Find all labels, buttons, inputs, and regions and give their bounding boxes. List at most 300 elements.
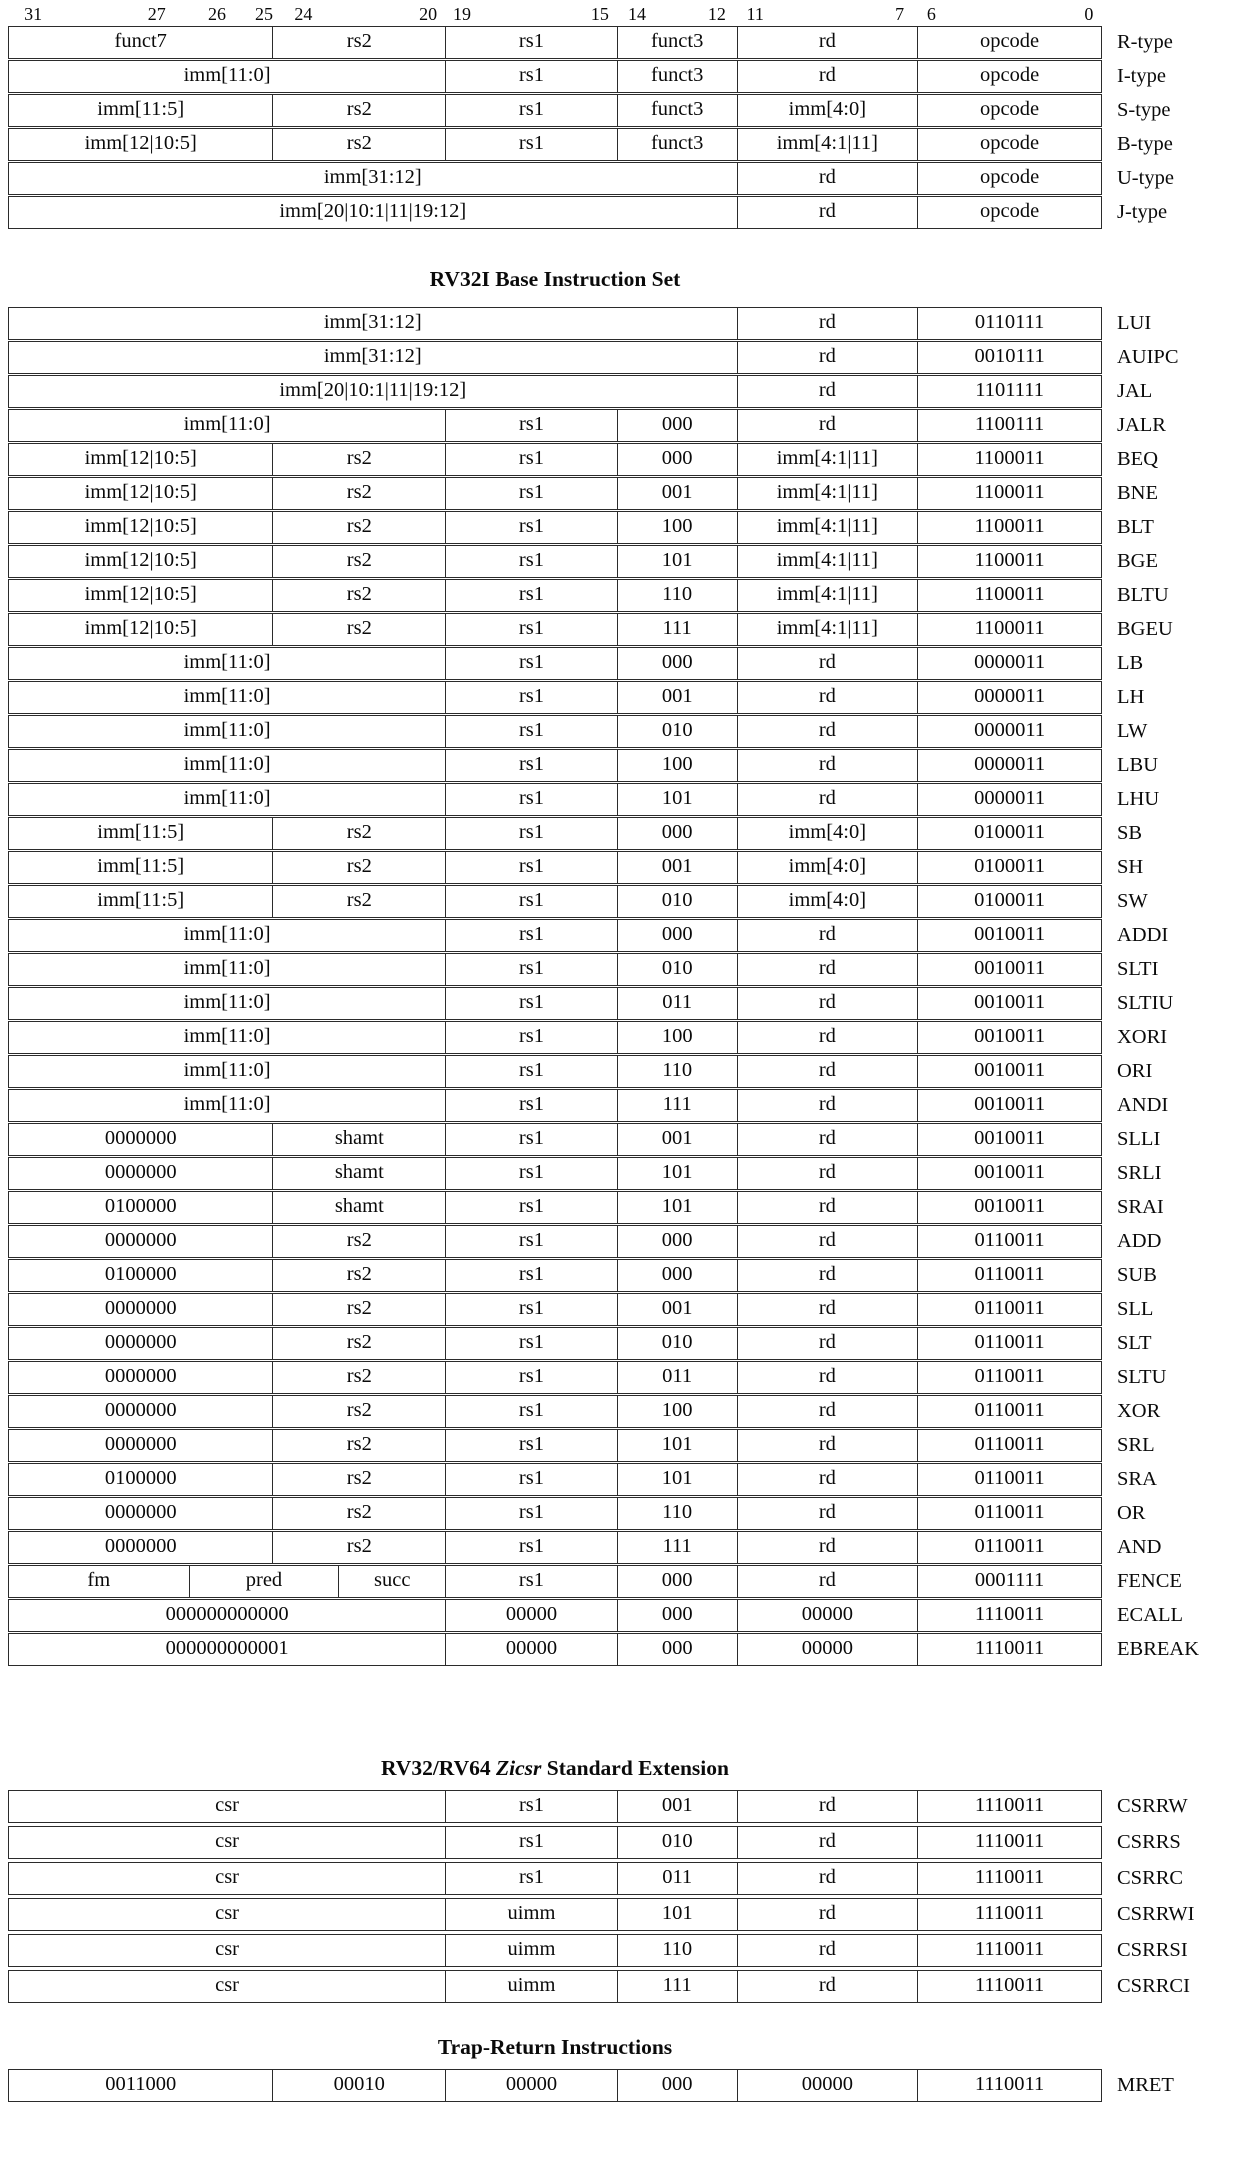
instruction-row (8, 1395, 1252, 1428)
field-cell: imm[31:12] (323, 166, 422, 188)
field-cell: 101 (617, 1464, 737, 1495)
bit-fields-box (8, 94, 1102, 127)
instruction-row (8, 579, 1252, 612)
field-cell: rd (737, 376, 918, 407)
field-cell: 0000000 (104, 1501, 177, 1523)
field-cell: rs1 (445, 1022, 617, 1053)
field-cell: rs1 (445, 954, 617, 985)
field-cell: rd (737, 342, 918, 373)
field-cell: 0110011 (917, 1396, 1101, 1427)
field-cell: rd (737, 1430, 918, 1461)
instruction-row (8, 613, 1252, 646)
bit-fields-box (8, 647, 1102, 680)
field-cell: 0110011 (917, 1532, 1101, 1563)
field-cell: 1100011 (917, 478, 1101, 509)
instruction-mnemonic: LUI (1117, 312, 1152, 334)
field-cell: 101 (617, 1158, 737, 1189)
instruction-mnemonic: LH (1117, 686, 1145, 708)
instruction-mnemonic: SH (1117, 856, 1144, 878)
field-cell: rs1 (445, 1260, 617, 1291)
field-cell: csr (215, 1794, 240, 1816)
field-cell: 000 (617, 1226, 737, 1257)
field-cell: rd (737, 954, 918, 985)
field-cell: rs2 (272, 1226, 445, 1257)
instruction-row (8, 953, 1252, 986)
instruction-row (8, 1531, 1252, 1564)
field-cell: rs2 (272, 1328, 445, 1359)
field-cell: rs1 (445, 682, 617, 713)
field-cell: imm[11:0] (183, 1059, 271, 1081)
field-cell: funct7 (114, 30, 167, 52)
instruction-mnemonic: CSRRCI (1117, 1975, 1190, 1997)
field-cell: 010 (617, 954, 737, 985)
instruction-row (8, 647, 1252, 680)
instruction-row (8, 477, 1252, 510)
bit-fields-box (8, 715, 1102, 748)
field-cell: 0000000 (104, 1127, 177, 1149)
field-cell: 1100011 (917, 546, 1101, 577)
field-cell: shamt (272, 1158, 445, 1189)
field-cell: 00010 (272, 2070, 445, 2101)
format-row (8, 162, 1252, 195)
field-cell: 0000000 (104, 1399, 177, 1421)
field-cell: 00000 (737, 1600, 918, 1631)
field-cell: 0100011 (917, 886, 1101, 917)
field-cell: 000 (617, 1634, 737, 1665)
field-cell: uimm (445, 1899, 617, 1930)
instruction-row (8, 545, 1252, 578)
format-type-label: B-type (1117, 133, 1173, 155)
field-cell: 00000 (445, 2070, 617, 2101)
field-cell: 1100011 (917, 512, 1101, 543)
field-cell: imm[20|10:1|11|19:12] (279, 379, 467, 401)
instruction-mnemonic: AUIPC (1117, 346, 1179, 368)
field-cell: 000 (617, 920, 737, 951)
bit-fields-box (8, 1463, 1102, 1496)
bit-fields-box (8, 443, 1102, 476)
field-cell: 110 (617, 1935, 737, 1966)
field-cell: shamt (272, 1124, 445, 1155)
field-cell: rs1 (445, 1498, 617, 1529)
field-cell: 00000 (445, 1634, 617, 1665)
field-cell: rs1 (445, 1396, 617, 1427)
field-cell: imm[12|10:5] (84, 583, 197, 605)
field-cell: rd (737, 716, 918, 747)
instruction-row (8, 919, 1252, 952)
field-cell: rs2 (272, 478, 445, 509)
format-type-label: R-type (1117, 31, 1173, 53)
instruction-row (8, 1293, 1252, 1326)
field-cell: rs1 (445, 580, 617, 611)
field-cell: rs1 (445, 546, 617, 577)
trap-return-section-title: Trap-Return Instructions (437, 2035, 673, 2059)
field-cell: rs1 (445, 716, 617, 747)
zicsr-title-prefix: RV32/RV64 (381, 1756, 496, 1780)
field-cell: funct3 (617, 27, 737, 58)
field-cell: rs2 (272, 1430, 445, 1461)
field-cell: succ (338, 1566, 445, 1597)
bit-fields-box (8, 1862, 1102, 1895)
field-cell: 00000 (737, 2070, 918, 2101)
instruction-row (8, 885, 1252, 918)
field-cell: imm[12|10:5] (84, 617, 197, 639)
field-cell: 00000 (445, 1600, 617, 1631)
bit-tick: 25 (254, 4, 273, 24)
field-cell: 010 (617, 716, 737, 747)
field-cell: 011 (617, 1863, 737, 1894)
field-cell: 110 (617, 1056, 737, 1087)
field-cell: rd (737, 27, 918, 58)
field-cell: 0000000 (104, 1331, 177, 1353)
field-cell: 0000000 (104, 1297, 177, 1319)
format-row (8, 26, 1252, 59)
bit-fields-box (8, 1826, 1102, 1859)
bit-fields-box (8, 1429, 1102, 1462)
field-cell: 0000011 (917, 682, 1101, 713)
bit-tick: 24 (294, 4, 313, 24)
field-cell: rs2 (272, 546, 445, 577)
instruction-mnemonic: FENCE (1117, 1570, 1182, 1592)
field-cell: imm[11:5] (97, 855, 185, 877)
field-cell: rs2 (272, 1362, 445, 1393)
field-cell: 1110011 (917, 1935, 1101, 1966)
field-cell: 011 (617, 1362, 737, 1393)
field-cell: 1100011 (917, 614, 1101, 645)
field-cell: rs1 (445, 614, 617, 645)
field-cell: 101 (617, 546, 737, 577)
field-cell: 0010011 (917, 1022, 1101, 1053)
field-cell: 010 (617, 1328, 737, 1359)
field-cell: rs1 (445, 1294, 617, 1325)
field-cell: imm[11:0] (183, 787, 271, 809)
field-cell: 1110011 (917, 1791, 1101, 1822)
field-cell: 001 (617, 1791, 737, 1822)
field-cell: imm[4:0] (737, 818, 918, 849)
instruction-mnemonic: SLTI (1117, 958, 1159, 980)
bit-fields-box (8, 1599, 1102, 1632)
field-cell: 000 (617, 1566, 737, 1597)
instruction-row (8, 1021, 1252, 1054)
field-cell: 000 (617, 410, 737, 441)
field-cell: 0000000 (104, 1229, 177, 1251)
bit-fields-box (8, 1633, 1102, 1666)
instruction-mnemonic: ORI (1117, 1060, 1153, 1082)
field-cell: rd (737, 163, 918, 194)
field-cell: 0000000 (104, 1365, 177, 1387)
field-cell: opcode (917, 129, 1101, 160)
bit-fields-box (8, 851, 1102, 884)
field-cell: rs1 (445, 1362, 617, 1393)
field-cell: imm[12|10:5] (84, 481, 197, 503)
field-cell: opcode (917, 163, 1101, 194)
field-cell: imm[11:0] (183, 651, 271, 673)
field-cell: 111 (617, 1971, 737, 2002)
field-cell: imm[11:0] (183, 1093, 271, 1115)
format-type-label: J-type (1117, 201, 1168, 223)
bit-fields-box (8, 1497, 1102, 1530)
bit-fields-box (8, 511, 1102, 544)
bit-fields-box (8, 919, 1102, 952)
bit-fields-box (8, 1123, 1102, 1156)
field-cell: rs1 (445, 750, 617, 781)
field-cell: rd (737, 1022, 918, 1053)
field-cell: rd (737, 1791, 918, 1822)
instruction-mnemonic: SB (1117, 822, 1143, 844)
field-cell: 0010011 (917, 1056, 1101, 1087)
bit-fields-box (8, 1293, 1102, 1326)
field-cell: rd (737, 1498, 918, 1529)
instruction-row (8, 1259, 1252, 1292)
field-cell: imm[11:0] (183, 64, 271, 86)
field-cell: rd (737, 648, 918, 679)
format-row (8, 128, 1252, 161)
field-cell: 0000000 (104, 1161, 177, 1183)
field-cell: rd (737, 1090, 918, 1121)
field-cell: 0110111 (917, 308, 1101, 339)
instruction-mnemonic: SRA (1117, 1468, 1157, 1490)
instruction-row (8, 1361, 1252, 1394)
instruction-row (8, 341, 1252, 374)
bit-fields-box (8, 162, 1102, 195)
field-cell: 001 (617, 682, 737, 713)
field-cell: csr (215, 1974, 240, 1996)
instruction-row (8, 2069, 1252, 2102)
instruction-mnemonic: SLT (1117, 1332, 1152, 1354)
field-cell: imm[12|10:5] (84, 549, 197, 571)
field-cell: rs2 (272, 852, 445, 883)
field-cell: opcode (917, 197, 1101, 228)
field-cell: rd (737, 1362, 918, 1393)
instruction-mnemonic: CSRRC (1117, 1867, 1184, 1889)
instruction-mnemonic: BGE (1117, 550, 1158, 572)
bit-fields-box (8, 1089, 1102, 1122)
field-cell: 00000 (737, 1634, 918, 1665)
field-cell: rs1 (445, 1328, 617, 1359)
bit-fields-box (8, 681, 1102, 714)
field-cell: 111 (617, 614, 737, 645)
instruction-mnemonic: ECALL (1117, 1604, 1184, 1626)
bit-tick: 27 (147, 4, 166, 24)
field-cell: 0010011 (917, 1158, 1101, 1189)
field-cell: 0001111 (917, 1566, 1101, 1597)
instruction-mnemonic: ADD (1117, 1230, 1162, 1252)
field-cell: rs2 (272, 1294, 445, 1325)
instruction-mnemonic: XOR (1117, 1400, 1161, 1422)
field-cell: rd (737, 1328, 918, 1359)
format-row (8, 94, 1252, 127)
instruction-mnemonic: LB (1117, 652, 1144, 674)
bit-fields-box (8, 1970, 1102, 2003)
field-cell: rs1 (445, 1158, 617, 1189)
bit-tick: 15 (590, 4, 609, 24)
bit-fields-box (8, 1055, 1102, 1088)
instruction-row (8, 1089, 1252, 1122)
bit-fields-box (8, 987, 1102, 1020)
bit-fields-box (8, 1934, 1102, 1967)
format-type-label: I-type (1117, 65, 1166, 87)
instruction-mnemonic: SUB (1117, 1264, 1157, 1286)
field-cell: 0010011 (917, 1090, 1101, 1121)
instruction-row (8, 851, 1252, 884)
instruction-row (8, 443, 1252, 476)
instruction-mnemonic: JALR (1117, 414, 1166, 436)
bit-tick: 31 (24, 4, 43, 24)
bit-fields-box (8, 375, 1102, 408)
field-cell: shamt (272, 1192, 445, 1223)
bit-fields-box (8, 579, 1102, 612)
field-cell: fm (87, 1569, 111, 1591)
field-cell: 0010111 (917, 342, 1101, 373)
bit-fields-box (8, 1898, 1102, 1931)
bit-fields-box (8, 1565, 1102, 1598)
field-cell: opcode (917, 61, 1101, 92)
field-cell: imm[4:1|11] (737, 512, 918, 543)
field-cell: 101 (617, 1430, 737, 1461)
field-cell: 1110011 (917, 2070, 1101, 2101)
field-cell: 000 (617, 818, 737, 849)
rv32i-instruction-table (8, 307, 1252, 1666)
bit-fields-box (8, 1259, 1102, 1292)
instruction-row (8, 1123, 1252, 1156)
field-cell: rd (737, 750, 918, 781)
field-cell: rd (737, 1260, 918, 1291)
field-cell: rs1 (445, 1827, 617, 1858)
bit-tick: 26 (207, 4, 226, 24)
field-cell: imm[11:0] (183, 991, 271, 1013)
field-cell: imm[4:1|11] (737, 129, 918, 160)
bit-fields-box (8, 1021, 1102, 1054)
instruction-row (8, 1191, 1252, 1224)
field-cell: 0000011 (917, 648, 1101, 679)
field-cell: rd (737, 682, 918, 713)
field-cell: funct3 (617, 95, 737, 126)
field-cell: opcode (917, 95, 1101, 126)
field-cell: uimm (445, 1935, 617, 1966)
format-row (8, 60, 1252, 93)
field-cell: rd (737, 197, 918, 228)
field-cell: 0100000 (104, 1195, 177, 1217)
instruction-mnemonic: CSRRW (1117, 1795, 1188, 1817)
field-cell: 0010011 (917, 1124, 1101, 1155)
field-cell: imm[4:1|11] (737, 444, 918, 475)
field-cell: 1110011 (917, 1827, 1101, 1858)
bit-tick: 14 (628, 4, 647, 24)
field-cell: imm[11:0] (183, 413, 271, 435)
bit-fields-box (8, 128, 1102, 161)
field-cell: 0100000 (104, 1263, 177, 1285)
field-cell: rs2 (272, 1532, 445, 1563)
bit-fields-box (8, 307, 1102, 340)
bit-fields-box (8, 885, 1102, 918)
field-cell: 0100011 (917, 818, 1101, 849)
field-cell: imm[31:12] (323, 345, 422, 367)
field-cell: rs2 (272, 1260, 445, 1291)
bit-tick: 7 (895, 4, 905, 24)
field-cell: rs2 (272, 886, 445, 917)
field-cell: imm[11:0] (183, 957, 271, 979)
bit-fields-box (8, 1531, 1102, 1564)
instruction-row (8, 681, 1252, 714)
field-cell: rs2 (272, 1464, 445, 1495)
instruction-mnemonic: AND (1117, 1536, 1162, 1558)
field-cell: 0000000 (104, 1535, 177, 1557)
field-cell: 110 (617, 580, 737, 611)
field-cell: rd (737, 1056, 918, 1087)
field-cell: rd (737, 920, 918, 951)
field-cell: 000000000000 (165, 1603, 289, 1625)
instruction-row (8, 1157, 1252, 1190)
field-cell: 1100111 (917, 410, 1101, 441)
zicsr-title-italic: Zicsr (495, 1756, 542, 1780)
field-cell: rs1 (445, 1791, 617, 1822)
instruction-row (8, 1826, 1252, 1859)
field-cell: 100 (617, 512, 737, 543)
instruction-mnemonic: BLT (1117, 516, 1154, 538)
field-cell: rs2 (272, 580, 445, 611)
field-cell: 0110011 (917, 1328, 1101, 1359)
field-cell: 001 (617, 478, 737, 509)
field-cell: 111 (617, 1090, 737, 1121)
field-cell: 0010011 (917, 988, 1101, 1019)
field-cell: funct3 (617, 61, 737, 92)
field-cell: rs1 (445, 818, 617, 849)
bit-fields-box (8, 613, 1102, 646)
field-cell: rs1 (445, 784, 617, 815)
field-cell: rs2 (272, 444, 445, 475)
bit-tick: 19 (453, 4, 471, 24)
field-cell: rs1 (445, 478, 617, 509)
instruction-row (8, 1862, 1252, 1895)
instruction-mnemonic: ANDI (1117, 1094, 1169, 1116)
bit-fields-box (8, 60, 1102, 93)
field-cell: 001 (617, 1124, 737, 1155)
bit-fields-box (8, 409, 1102, 442)
field-cell: rd (737, 784, 918, 815)
instruction-mnemonic: ADDI (1117, 924, 1169, 946)
instruction-mnemonic: SLL (1117, 1298, 1154, 1320)
field-cell: imm[12|10:5] (84, 132, 197, 154)
field-cell: rs1 (445, 129, 617, 160)
bit-fields-box (8, 477, 1102, 510)
field-cell: 1110011 (917, 1971, 1101, 2002)
zicsr-title-suffix: Standard Extension (541, 1756, 729, 1780)
instruction-mnemonic: SLLI (1117, 1128, 1161, 1150)
field-cell: imm[4:1|11] (737, 478, 918, 509)
field-cell: rs2 (272, 95, 445, 126)
instruction-row (8, 1599, 1252, 1632)
field-cell: rs1 (445, 95, 617, 126)
field-cell: 0110011 (917, 1260, 1101, 1291)
field-cell: rd (737, 1192, 918, 1223)
zicsr-section-title (8, 1754, 1102, 1782)
instruction-mnemonic: SRL (1117, 1434, 1155, 1456)
field-cell: funct3 (617, 129, 737, 160)
bit-fields-box (8, 1157, 1102, 1190)
field-cell: rd (737, 1566, 918, 1597)
field-cell: 1101111 (917, 376, 1101, 407)
field-cell: rd (737, 410, 918, 441)
field-cell: 111 (617, 1532, 737, 1563)
field-cell: rs1 (445, 1430, 617, 1461)
bit-fields-box (8, 341, 1102, 374)
field-cell: rs2 (272, 614, 445, 645)
field-cell: imm[11:0] (183, 685, 271, 707)
field-cell: rs1 (445, 512, 617, 543)
instruction-row (8, 1463, 1252, 1496)
field-cell: rs1 (445, 1056, 617, 1087)
field-cell: 000 (617, 648, 737, 679)
field-cell: rs2 (272, 27, 445, 58)
